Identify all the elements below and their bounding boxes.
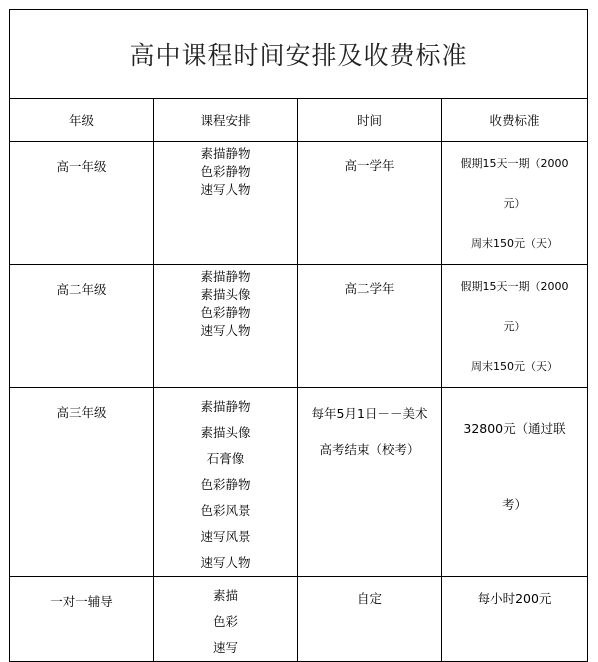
header-grade: 年级 [10, 99, 154, 142]
time-text: 高考结束（校考） [319, 442, 420, 457]
course-item: 色彩静物 [200, 477, 251, 492]
course-item: 色彩风景 [200, 503, 251, 518]
course-item: 速写人物 [200, 555, 251, 570]
course-item: 速写人物 [200, 323, 251, 338]
table-row [10, 265, 588, 388]
document-title: 高中课程时间安排及收费标准 [129, 41, 468, 70]
grade-cell: 高三年级 [10, 388, 154, 577]
course-item: 速写 [212, 640, 238, 655]
course-item: 素描头像 [200, 425, 251, 440]
grade-cell: 高二年级 [10, 265, 154, 388]
header-time: 时间 [298, 99, 442, 142]
courses-cell [154, 388, 298, 577]
course-item: 素描静物 [200, 399, 251, 414]
fee-text: 元） [503, 320, 526, 333]
time-cell [298, 265, 442, 388]
fee-cell [442, 577, 588, 662]
course-item: 素描静物 [200, 146, 251, 161]
fee-text: 周末150元（天） [471, 237, 558, 250]
fee-text: 周末150元（天） [471, 360, 558, 373]
fee-text: 32800元（通过联 [463, 421, 566, 436]
fee-table [9, 9, 588, 662]
course-item: 石膏像 [206, 451, 245, 466]
time-text: 高二学年 [344, 281, 395, 296]
time-cell [298, 142, 442, 265]
fee-text: 每小时200元 [477, 591, 552, 606]
courses-cell [154, 265, 298, 388]
fee-text: 考） [502, 497, 528, 512]
time-text: 自定 [356, 591, 382, 606]
course-item: 速写风景 [200, 529, 251, 544]
course-item: 速写人物 [200, 182, 251, 197]
fee-text: 假期15天一期（2000 [460, 157, 569, 170]
title-row [10, 10, 588, 99]
course-item: 素描 [212, 588, 238, 603]
table-row [10, 577, 588, 662]
time-cell [298, 388, 442, 577]
fee-text: 元） [503, 197, 526, 210]
fee-cell [442, 142, 588, 265]
course-item: 色彩静物 [200, 164, 251, 179]
fee-spacer [442, 446, 587, 488]
courses-cell [154, 577, 298, 662]
grade-cell: 一对一辅导 [10, 577, 154, 662]
table-row [10, 388, 588, 577]
course-item: 素描静物 [200, 269, 251, 284]
courses-cell [154, 142, 298, 265]
fee-text: 假期15天一期（2000 [460, 280, 569, 293]
grade-cell: 高一年级 [10, 142, 154, 265]
fee-cell [442, 388, 588, 577]
course-item: 色彩 [212, 614, 238, 629]
time-cell [298, 577, 442, 662]
time-text: 每年5月1日－－美术 [311, 406, 428, 421]
fee-cell [442, 265, 588, 388]
course-item: 素描头像 [200, 287, 251, 302]
title-cell [10, 10, 588, 99]
header-row [10, 99, 588, 142]
header-courses: 课程安排 [154, 99, 298, 142]
header-fee: 收费标准 [442, 99, 588, 142]
time-text: 高一学年 [344, 158, 395, 173]
table-row [10, 142, 588, 265]
course-item: 色彩静物 [200, 305, 251, 320]
